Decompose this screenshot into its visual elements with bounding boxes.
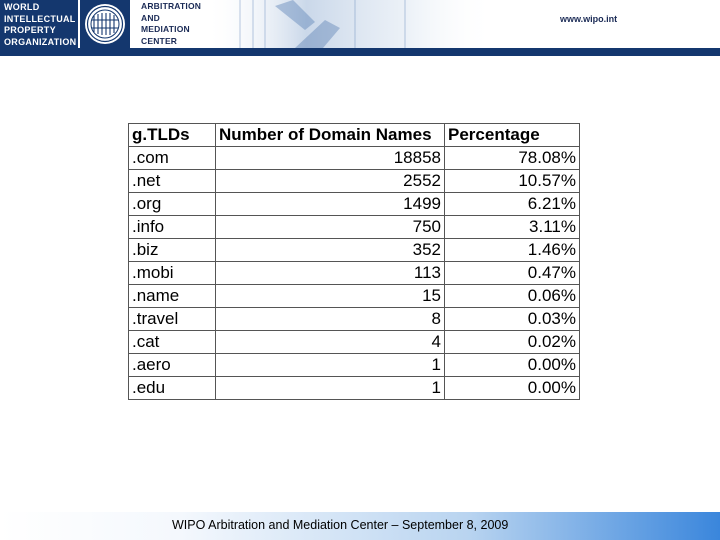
gtld-cell: .mobi — [129, 262, 216, 285]
table-row — [129, 331, 580, 354]
gtld-table — [128, 123, 580, 400]
table-row — [129, 216, 580, 239]
percentage-cell: 1.46% — [445, 239, 580, 262]
gtld-cell: .cat — [129, 331, 216, 354]
count-cell: 750 — [216, 216, 445, 239]
org-name-line: PROPERTY — [4, 25, 56, 35]
footer-caption: WIPO Arbitration and Mediation Center – September 8, 2009 — [172, 518, 509, 532]
table-row — [129, 239, 580, 262]
percentage-cell: 78.08% — [445, 147, 580, 170]
percentage-cell: 10.57% — [445, 170, 580, 193]
percentage-cell: 0.00% — [445, 377, 580, 400]
org-name-line: WORLD — [4, 2, 40, 12]
percentage-cell: 3.11% — [445, 216, 580, 239]
table-row — [129, 170, 580, 193]
percentage-cell: 6.21% — [445, 193, 580, 216]
count-cell: 4 — [216, 331, 445, 354]
percentage-cell: 0.47% — [445, 262, 580, 285]
table-row — [129, 377, 580, 400]
column-header-gtlds: g.TLDs — [129, 124, 216, 147]
table-row — [129, 262, 580, 285]
count-cell: 2552 — [216, 170, 445, 193]
column-header-percentage: Percentage — [445, 124, 580, 147]
center-name-line: ARBITRATION — [141, 1, 202, 11]
percentage-cell: 0.02% — [445, 331, 580, 354]
gtld-cell: .edu — [129, 377, 216, 400]
gtld-cell: .net — [129, 170, 216, 193]
header-divider-bar — [0, 48, 720, 56]
gtld-cell: .com — [129, 147, 216, 170]
gtld-cell: .aero — [129, 354, 216, 377]
count-cell: 18858 — [216, 147, 445, 170]
org-name-line: ORGANIZATION — [4, 36, 77, 47]
count-cell: 15 — [216, 285, 445, 308]
column-header-domain-count: Number of Domain Names — [216, 124, 445, 147]
header-decoration — [205, 0, 495, 48]
slide-header — [0, 0, 720, 56]
gtld-cell: .biz — [129, 239, 216, 262]
percentage-cell: 0.03% — [445, 308, 580, 331]
gtld-cell: .org — [129, 193, 216, 216]
table-row — [129, 147, 580, 170]
wipo-org-name — [0, 0, 78, 48]
table-row — [129, 193, 580, 216]
gtld-cell: .info — [129, 216, 216, 239]
table-row — [129, 285, 580, 308]
count-cell: 1 — [216, 354, 445, 377]
gtld-cell: .travel — [129, 308, 216, 331]
amc-center-name — [141, 1, 201, 47]
count-cell: 352 — [216, 239, 445, 262]
percentage-cell: 0.06% — [445, 285, 580, 308]
center-name-line: CENTER — [141, 35, 178, 46]
table-header-row — [129, 124, 580, 147]
wipo-emblem-icon — [80, 0, 130, 48]
count-cell: 1 — [216, 377, 445, 400]
table-row — [129, 308, 580, 331]
website-url: www.wipo.int — [560, 14, 618, 24]
percentage-cell: 0.00% — [445, 354, 580, 377]
count-cell: 113 — [216, 262, 445, 285]
count-cell: 8 — [216, 308, 445, 331]
table-row — [129, 354, 580, 377]
gtld-cell: .name — [129, 285, 216, 308]
center-name-line: AND — [141, 12, 161, 23]
count-cell: 1499 — [216, 193, 445, 216]
org-name-line: INTELLECTUAL — [4, 13, 76, 24]
center-name-line: MEDIATION — [141, 24, 190, 34]
